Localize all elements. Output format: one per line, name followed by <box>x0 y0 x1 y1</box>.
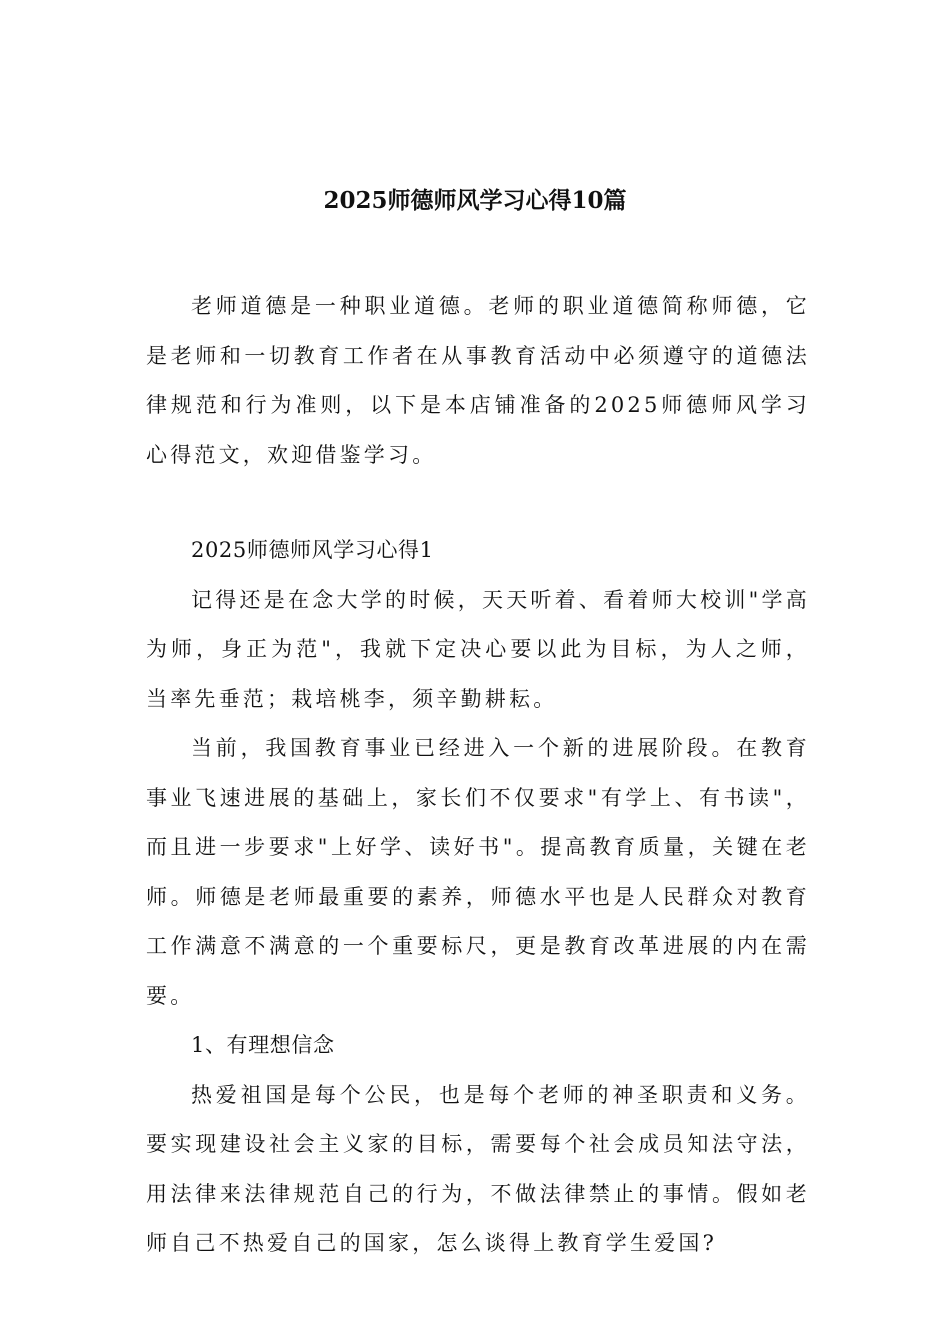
content-block <box>146 526 810 1269</box>
body-paragraph: 当前，我国教育事业已经进入一个新的进展阶段。在教育事业飞速进展的基础上，家长们不仅要求"有学上、有书读"，而且进一步要求"上好学、读好书"。提高教育质量，关键在老师。师德是老师最重要的素养，师德水平也是人民群众对教育工作满意不满意的一个重要标尺，更是教育改革进展的内在需要。 <box>146 736 810 1008</box>
intro-paragraph: 老师道德是一种职业道德。老师的职业道德简称师德，它是老师和一切教育工作者在从事教育活动中必须遵守的道德法律规范和行为准则，以下是本店铺准备的2025师德师风学习心得范文，欢迎借鉴学习。 <box>146 294 810 467</box>
intro-block <box>146 282 810 480</box>
body-paragraph: 热爱祖国是每个公民，也是每个老师的神圣职责和义务。要实现建设社会主义家的目标，需要每个社会成员知法守法，用法律来法律规范自己的行为，不做法律禁止的事情。假如老师自己不热爱自己的国家，怎么谈得上教育学生爱国? <box>146 1082 810 1255</box>
body-paragraph: 记得还是在念大学的时候，天天听着、看着师大校训"学高为师，身正为范"，我就下定决心要以此为目标，为人之师，当率先垂范；栽培桃李，须辛勤耕耘。 <box>146 587 810 711</box>
document-title: 2025师德师风学习心得10篇 <box>323 187 627 214</box>
section-heading: 2025师德师风学习心得1 <box>191 538 434 562</box>
point-heading: 1、有理想信念 <box>191 1033 335 1057</box>
